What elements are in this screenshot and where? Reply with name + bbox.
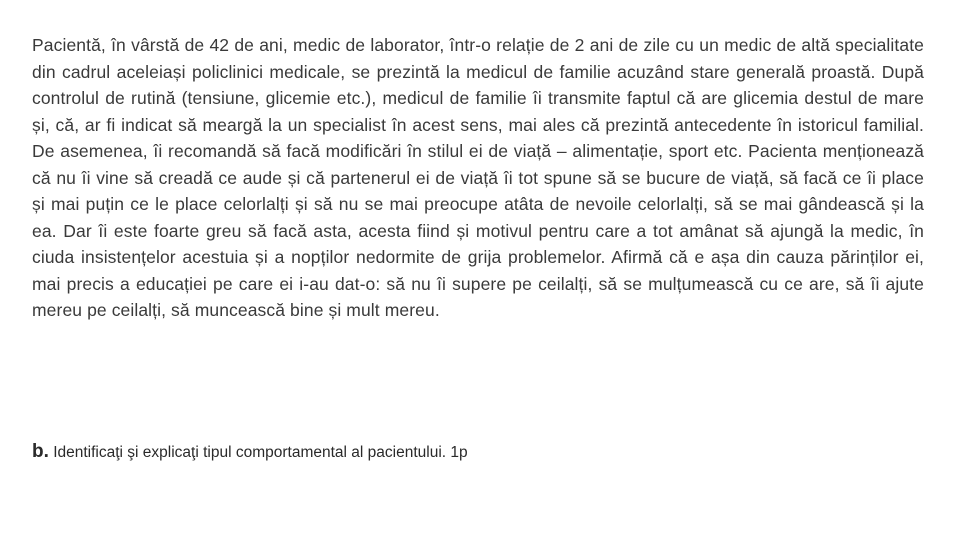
question-text: Identificaţi şi explicaţi tipul comportamental al pacientului. 1p (48, 444, 468, 461)
question-letter: b. (32, 441, 49, 462)
question-b (32, 440, 468, 465)
case-description-paragraph: Pacientă, în vârstă de 42 de ani, medic de laborator, într-o relație de 2 ani de zile cu un medic de altă specialitate din cadrul aceleiași policlinici medicale, se prezintă la medicul de familie acuzând stare generală proastă. După controlul de rutină (tensiune, glicemie etc.), medicul de familie îi transmite faptul că are glicemia destul de mare și, că, ar fi indicat să meargă la un specialist în acest sens, mai ales că prezintă antecedente în istoricul familial. De asemenea, îi recomandă să facă modificări în stilul ei de viață – alimentație, sport etc. Pacienta menționează că nu îi vine să creadă ce aude și că partenerul ei de viață îi tot spune să se bucure de viață, să facă ce îi place și mai puțin ce le place celorlalți și să nu se mai preocupe atâta de nevoile celorlalți, să se mai gândească și la ea. Dar îi este foarte greu să facă asta, acesta fiind și motivul pentru care a tot amânat să ajungă la medic, în ciuda insistențelor acestuia și a nopților nedormite de grija problemelor. Afirmă că e așa din cauza părinților ei, mai precis a educației pe care ei i-au dat-o: să nu îi supere pe ceilalți, să se mulțumească cu ce are, să îi ajute mereu pe ceilalți, să muncească bine și mult mereu. (32, 35, 924, 320)
